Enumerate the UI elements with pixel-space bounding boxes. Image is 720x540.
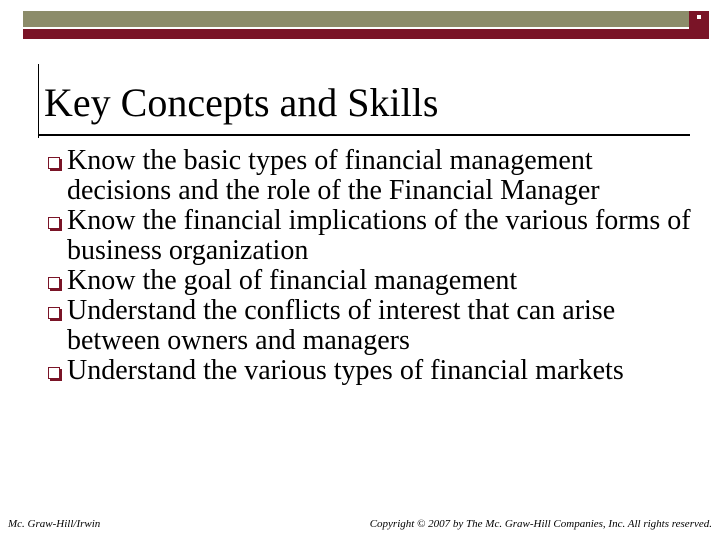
header-band-olive bbox=[23, 11, 709, 27]
checkbox-square-icon bbox=[48, 277, 60, 289]
bullet-text: Know the basic types of financial management decisions and the role of the Financial Manager bbox=[67, 145, 600, 206]
bullet-item bbox=[46, 146, 696, 206]
checkbox-square-icon bbox=[48, 217, 60, 229]
checkbox-square-icon bbox=[48, 157, 60, 169]
bullet-text: Know the financial implications of the various forms of business organization bbox=[67, 205, 691, 266]
bullet-text: Know the goal of financial management bbox=[67, 265, 518, 296]
bullet-item bbox=[46, 356, 696, 386]
bullet-item bbox=[46, 206, 696, 266]
bullet-item bbox=[46, 296, 696, 356]
checkbox-square-icon bbox=[48, 367, 60, 379]
checkbox-square-icon bbox=[48, 307, 60, 319]
title-rule-vertical bbox=[38, 64, 39, 138]
bullet-text: Understand the conflicts of interest that can arise between owners and managers bbox=[67, 295, 616, 356]
footer-copyright: Copyright © 2007 by The Mc. Graw-Hill Companies, Inc. All rights reserved. bbox=[369, 518, 712, 530]
bullet-item bbox=[46, 266, 696, 296]
bullet-list bbox=[46, 146, 696, 386]
header-band-maroon bbox=[23, 29, 709, 39]
title-rule-horizontal bbox=[38, 134, 690, 136]
slide-title: Key Concepts and Skills bbox=[44, 80, 439, 125]
header-band-dot bbox=[697, 15, 701, 19]
footer-publisher: Mc. Graw-Hill/Irwin bbox=[8, 518, 101, 530]
bullet-text: Understand the various types of financial markets bbox=[67, 355, 624, 386]
